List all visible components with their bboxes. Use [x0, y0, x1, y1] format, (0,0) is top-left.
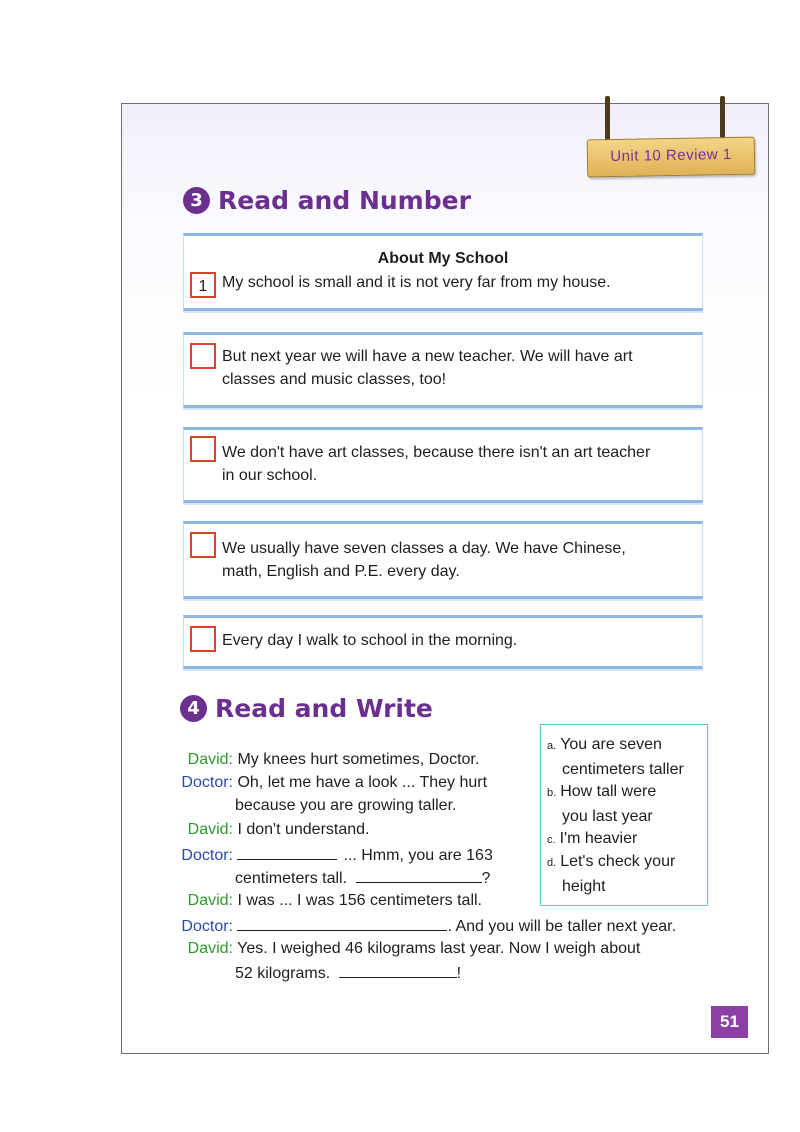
answer-blank-3[interactable]	[237, 916, 447, 931]
about-title: About My School	[377, 250, 509, 267]
dialog-text: because you are growing taller.	[235, 797, 457, 814]
dialog-line	[165, 845, 493, 865]
dialog-line	[235, 963, 461, 983]
dialog-line	[165, 751, 479, 769]
option-line: centimeters taller	[562, 761, 684, 778]
speaker-label: Doctor:	[181, 847, 233, 864]
option-line: How tall were	[560, 783, 657, 800]
answer-blank-1[interactable]	[237, 845, 337, 860]
sign-post-right	[720, 96, 725, 142]
paragraph-line: in our school.	[222, 467, 318, 484]
dialog-line	[165, 774, 487, 792]
paragraph-text-1	[222, 271, 611, 294]
section-4-title: Read and Write	[215, 694, 433, 723]
option-line: Let's check your	[560, 853, 676, 870]
paragraph-panel-4	[183, 521, 703, 599]
number-box-3[interactable]	[190, 436, 216, 462]
dialog-text: centimeters tall.	[235, 870, 348, 887]
number-box-2[interactable]	[190, 343, 216, 369]
dialog-line	[165, 892, 482, 910]
dialog-text: ... Hmm, you are 163	[343, 847, 493, 864]
paragraph-text-2	[222, 345, 633, 391]
section-4-number: 4	[180, 695, 207, 722]
dialog-text: 52 kilograms.	[235, 965, 331, 982]
sign-post-left	[605, 96, 610, 142]
option-letter: b.	[547, 787, 557, 799]
number-box-1[interactable]: 1	[190, 272, 216, 298]
number-box-5[interactable]	[190, 626, 216, 652]
option-line: You are seven	[560, 736, 662, 753]
dialog-line	[235, 868, 490, 888]
dialog-line	[165, 940, 640, 958]
dialog-text: My knees hurt sometimes, Doctor.	[237, 751, 480, 768]
answer-blank-4[interactable]	[339, 963, 457, 978]
answer-blank-2[interactable]	[356, 868, 482, 883]
section-4-heading	[180, 694, 433, 723]
page-number: 51	[711, 1006, 748, 1038]
speaker-label: David:	[187, 940, 233, 957]
paragraph-text-3	[222, 441, 650, 487]
dialog-text: I was ... I was 156 centimeters tall.	[237, 892, 482, 909]
dialog-line	[165, 916, 676, 936]
option-letter: a.	[547, 740, 557, 752]
paragraph-panel-5	[183, 615, 703, 669]
option-letter: d.	[547, 857, 557, 869]
paragraph-panel-1	[183, 233, 703, 311]
paragraph-line: math, English and P.E. every day.	[222, 563, 460, 580]
paragraph-panel-2	[183, 332, 703, 408]
speaker-label: Doctor:	[181, 918, 233, 935]
paragraph-line: But next year we will have a new teacher. We will have art	[222, 348, 633, 365]
unit-sign-board	[587, 137, 756, 178]
exclamation-mark: !	[456, 965, 462, 982]
option-b	[547, 780, 656, 828]
dialog-text: Yes. I weighed 46 kilograms last year. Now I weigh about	[237, 940, 641, 957]
option-line: you last year	[562, 808, 653, 825]
paragraph-line: Every day I walk to school in the morning.	[222, 632, 518, 649]
section-3-number: 3	[183, 187, 210, 214]
option-letter: c.	[547, 834, 556, 846]
answer-options-box	[540, 724, 708, 906]
speaker-label: David:	[187, 821, 233, 838]
question-mark: ?	[481, 870, 491, 887]
unit-label: Unit 10 Review 1	[610, 145, 732, 166]
paragraph-line: We usually have seven classes a day. We have Chinese,	[222, 540, 626, 557]
option-line: I'm heavier	[559, 830, 638, 847]
paragraph-panel-3	[183, 427, 703, 503]
paragraph-line: classes and music classes, too!	[222, 371, 447, 388]
paragraph-text-5	[222, 629, 517, 652]
paragraph-line: My school is small and it is not very far from my house.	[222, 274, 611, 291]
paragraph-line: We don't have art classes, because there isn't an art teacher	[222, 444, 651, 461]
dialog-line	[165, 821, 370, 839]
option-line: height	[562, 878, 606, 895]
dialog-text: Oh, let me have a look ... They hurt	[237, 774, 488, 791]
option-d	[547, 850, 675, 898]
speaker-label: David:	[187, 892, 233, 909]
section-3-title: Read and Number	[218, 186, 471, 215]
dialog-text: . And you will be taller next year.	[447, 918, 677, 935]
number-box-4[interactable]	[190, 532, 216, 558]
speaker-label: Doctor:	[181, 774, 233, 791]
paragraph-text-4	[222, 537, 626, 583]
section-3-heading	[183, 186, 471, 215]
unit-signpost	[587, 96, 757, 184]
speaker-label: David:	[187, 751, 233, 768]
dialog-text: I don't understand.	[237, 821, 370, 838]
option-c	[547, 827, 637, 852]
option-a	[547, 733, 684, 781]
